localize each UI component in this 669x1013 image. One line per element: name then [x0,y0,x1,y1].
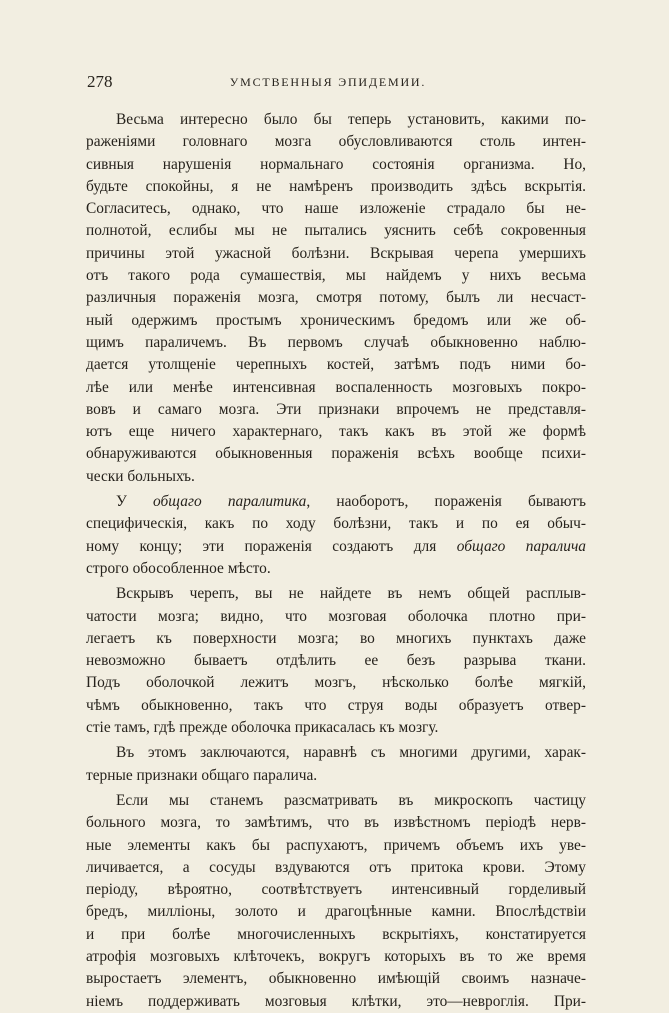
paragraph-1 [86,109,586,488]
paragraph-4 [86,742,586,787]
text-line: выростаетъ элементъ, обыкновенно имѣющій своимъ назначе- [86,970,586,988]
text-line: ніемъ поддерживать мозговыя клѣтки, это—невроглія. При- [86,992,586,1010]
italic-term: общаго паралитика [153,493,307,511]
text-run: , наоборотъ, пораженія бываютъ [306,493,586,511]
text-run: ному концу; эти пораженія создаютъ для [86,537,457,555]
text-line: атрофія мозговыхъ клѣточекъ, вокругъ которыхъ въ то же время [86,947,586,965]
text-line: чѣмъ обыкновенно, такъ что струя воды образуетъ отвер- [86,696,586,714]
text-line: отъ такого рода сумашествія, мы найдемъ у нихъ весьма [86,267,586,285]
body-text [86,109,586,1013]
text-line: и при болѣе многочисленныхъ вскрытіяхъ, констатируется [86,925,586,943]
text-line: терные признаки общаго паралича. [86,766,318,784]
text-line [86,536,586,558]
text-line: различныя пораженія мозга, смотря потому, былъ ли несчаст- [86,289,586,307]
paragraph-2 [86,491,586,580]
text-line: причины этой ужасной болѣзни. Вскрывая черепа умершихъ [86,244,586,262]
text-line: дается утолщеніе черепныхъ костей, затѣмъ подъ ними бо- [86,356,586,374]
text-line: лѣе или менѣе интенсивная воспаленность мозговыхъ покро- [86,378,586,396]
running-title: УМСТВЕННЫЯ ЭПИДЕМИИ. [229,75,427,89]
text-line: легаетъ къ поверхности мозга; во многихъ пунктахъ даже [86,629,586,647]
text-line: Вскрывъ черепъ, вы не найдете въ немъ общей расплыв- [116,585,586,603]
text-line: стіе тамъ, гдѣ прежде оболочка прикасалась къ мозгу. [86,719,439,737]
text-run: У [116,493,154,511]
text-line: Подъ оболочкой лежитъ мозгъ, нѣсколько болѣе мягкій, [86,674,586,692]
text-line: Если мы станемъ разсматривать въ микроскопъ частицу [116,791,586,809]
text-line: вовъ и самаго мозга. Эти признаки впрочемъ не представля- [86,400,586,418]
text-line: личивается, а сосуды вздуваются отъ притока крови. Этому [86,858,586,876]
italic-term: общаго паралича [456,537,586,555]
text-line: Въ этомъ заключаются, наравнѣ съ многими другими, харак- [116,744,586,762]
text-line: бредъ, милліоны, золото и драгоцѣнные камни. Впослѣдствіи [86,903,586,921]
text-line: строго обособленное мѣсто. [86,559,271,577]
text-line: ный одержимъ простымъ хроническимъ бредомъ или же об- [86,311,586,329]
running-head [87,72,569,92]
text-line: Весьма интересно было бы теперь установить, какими по- [116,111,586,128]
text-line: будьте спокойны, я не намѣренъ производить здѣсь вскрытія. [86,177,586,195]
paragraph-5 [86,790,586,1013]
text-line [86,491,586,513]
text-line: ные элементы какъ бы распухаютъ, причемъ объемъ ихъ уве- [86,836,586,854]
text-line: чески больныхъ. [86,467,195,485]
text-line: Согласитесь, однако, что наше изложеніе страдало бы не- [86,200,586,218]
text-line: полнотой, еслибы мы не пытались уяснить себѣ сокровенныя [86,222,586,240]
text-line: чатости мозга; видно, что мозговая оболочка плотно при- [86,607,586,625]
text-line: щимъ параличемъ. Въ первомъ случаѣ обыкновенно наблю- [86,333,586,351]
page-number: 278 [87,72,113,91]
text-line: періоду, вѣроятно, соотвѣтствуетъ интенсивный горделивый [86,881,586,899]
text-line: раженіями головнаго мозга обусловливаются столь интен- [86,133,586,151]
text-line: сивныя нарушенія нормальнаго состоянія организма. Но, [86,155,586,173]
text-line: обнаруживаются обыкновенныя пораженія всѣхъ вообще психи- [86,445,586,463]
paragraph-3 [86,583,586,739]
text-line: невозможно бываетъ отдѣлить ее безъ разрыва ткани. [86,652,586,670]
text-line: больного мозга, то замѣтимъ, что въ извѣстномъ періодѣ нерв- [86,814,586,832]
text-line: специфическія, какъ по ходу болѣзни, такъ и по ея обыч- [86,515,586,533]
text-line: ютъ еще ничего характернаго, такъ какъ въ этой же формѣ [86,423,586,441]
